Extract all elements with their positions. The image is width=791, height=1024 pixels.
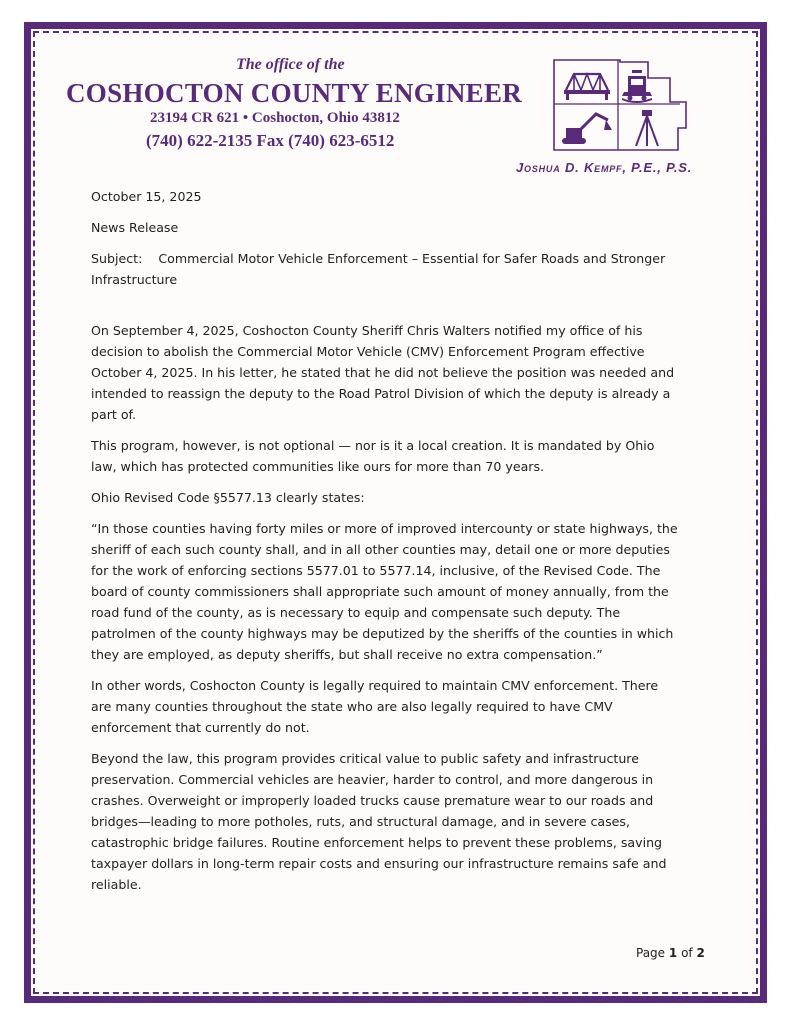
page-word: Page	[636, 946, 666, 960]
paragraph: This program, however, is not optional — nor is it a local creation. It is mandated by Ohio law, which has protected communities like ours for more than 70 years.	[91, 438, 655, 474]
page-current: 1	[668, 946, 678, 960]
phone-fax-line: (740) 622-2135 Fax (740) 623-6512	[146, 131, 395, 150]
paragraph: Ohio Revised Code §5577.13 clearly states:	[91, 490, 365, 505]
county-logo	[552, 58, 688, 152]
page-of: of	[681, 946, 693, 960]
letter-body	[91, 186, 681, 905]
address-line: 23194 CR 621 • Coshocton, Ohio 43812	[150, 110, 400, 126]
paragraph-quote: “In those counties having forty miles or more of improved intercounty or state highways, the sheriff of each such county shall, and in all other counties may, detail one or more deputies for the work of enforcing sections 5577.01 to 5577.14, inclusive, of the Revised Code. The board of county commissioners shall appropriate such amount of money annually, from the road fund of the county, as is necessary to equip and compensate such deputy. The patrolmen of the county highways may be deputized by the sheriffs of the counties in which they are employed, as deputy sheriffs, but shall receive no extra compensation.”	[91, 521, 678, 662]
office-line: The office of the	[236, 56, 345, 73]
subject-label: Subject:	[91, 251, 143, 266]
page-number	[636, 946, 705, 960]
page-total: 2	[696, 946, 705, 960]
paragraph: In other words, Coshocton County is legally required to maintain CMV enforcement. There are many counties throughout the state who are also legally required to have CMV enforcement that currently do not.	[91, 678, 659, 735]
letter-date: October 15, 2025	[91, 189, 202, 204]
paragraph: On September 4, 2025, Coshocton County Sheriff Chris Walters notified my office of his decision to abolish the Commercial Motor Vehicle (CMV) Enforcement Program effective October 4, 2025. In his letter, he stated that he did not believe the position was needed and intended to reassign the deputy to the Road Patrol Division of which the deputy is already a part of.	[91, 323, 675, 422]
subject-text: Commercial Motor Vehicle Enforcement – Essential for Safer Roads and Stronger Infrastructure	[91, 251, 666, 287]
org-name: COSHOCTON COUNTY ENGINEER	[66, 78, 523, 108]
letter-type: News Release	[91, 220, 179, 235]
bridge-icon	[564, 74, 610, 100]
excavator-icon	[562, 114, 612, 144]
engineer-signature-line: Joshua D. Kempf, P.E., P.S.	[516, 160, 693, 175]
survey-tripod-icon	[636, 110, 658, 146]
paragraph: Beyond the law, this program provides critical value to public safety and infrastructure preservation. Commercial vehicles are heavier, harder to control, and more dangerous in crashes. Overweight or improperly loaded trucks cause premature wear to our roads and bridges—leading to more potholes, ruts, and structural damage, and in severe cases, catastrophic bridge failures. Routine enforcement helps to prevent these problems, saving taxpayer dollars in long-term repair costs and ensuring our infrastructure remains safe and reliable.	[91, 751, 667, 892]
letter-subject	[91, 248, 681, 290]
